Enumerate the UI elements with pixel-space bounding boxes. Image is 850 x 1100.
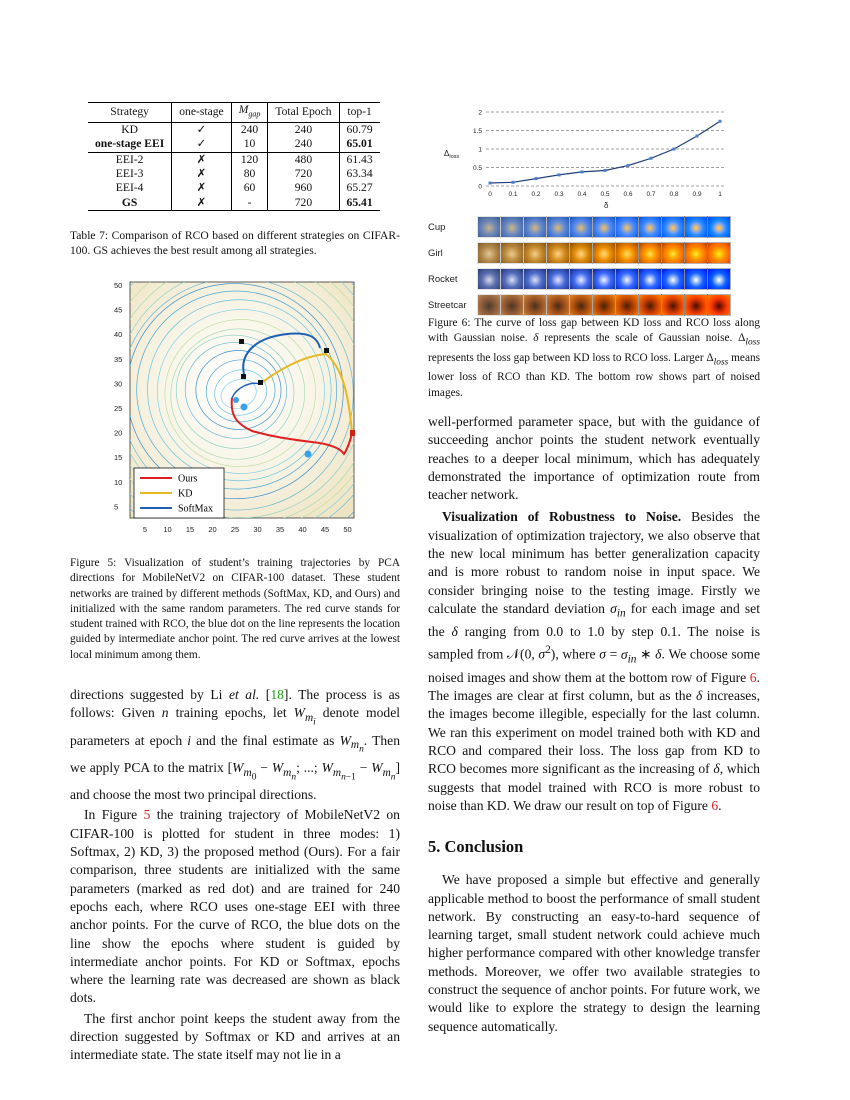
image-strip — [478, 217, 730, 237]
x-tick-label: 0.5 — [600, 191, 610, 198]
loss-gap-chart — [428, 104, 760, 212]
x-tick-label: 0.4 — [577, 191, 587, 198]
table-header: $M_{gap}$ — [231, 103, 268, 123]
x-tick-label: 5 — [142, 525, 148, 534]
data-point — [696, 135, 699, 138]
noised-image — [501, 243, 523, 263]
noised-image — [593, 295, 615, 315]
x-tick-label: 0.7 — [646, 191, 656, 198]
noised-image — [662, 217, 684, 237]
row-label: Streetcar — [428, 299, 467, 311]
image-strip — [478, 295, 730, 315]
y-tick-label: 1.5 — [472, 128, 482, 135]
image-strip — [478, 269, 730, 289]
noised-image — [570, 269, 592, 289]
noise-image-row — [428, 292, 760, 318]
paragraph-heading: Visualization of Robustness to Noise. — [442, 509, 682, 525]
x-tick-label: 0.9 — [692, 191, 702, 198]
noised-image — [478, 243, 500, 263]
table-cell: 65.27 — [346, 181, 373, 195]
noised-image — [570, 295, 592, 315]
row-label: Cup — [428, 221, 446, 233]
y-tick-label: 0.5 — [472, 165, 482, 172]
legend-label: KD — [178, 488, 193, 500]
trajectory-contour-plot — [112, 276, 360, 538]
paragraph: We have proposed a simple but effective and generally applicable method to boost the performance of small student network. By constructing an easy-to-hard sequence of learning target, small student network could achieve much higher performance compared with other knowledge transfer methods. Moreover, we offer two available strategies to construct the sequence of anchor points. For future work, we would like to explore the strategy to design the learning sequence automatically. — [428, 872, 760, 1034]
x-tick-label: 20 — [208, 525, 217, 534]
noised-image — [524, 269, 546, 289]
legend-label: Ours — [178, 473, 198, 485]
left-column — [70, 686, 400, 1065]
legend-label: SoftMax — [178, 503, 213, 515]
noised-image — [547, 295, 569, 315]
x-tick-label: 45 — [320, 525, 330, 534]
table-cell: 65.01 — [346, 137, 373, 151]
table-row — [88, 137, 380, 152]
y-tick-label: 25 — [114, 404, 123, 413]
noised-image — [570, 243, 592, 263]
table-header: one-stage — [172, 103, 231, 123]
lr-decay-dot — [258, 380, 263, 385]
table-cell: 720 — [268, 167, 339, 181]
table-cell: ✗ — [172, 167, 231, 181]
noised-image — [639, 295, 661, 315]
x-tick-label: 30 — [253, 525, 262, 534]
y-tick-label: 2 — [478, 109, 482, 117]
paragraph: well-performed parameter space, but with the guidance of succeeding anchor points the student network eventually reaches to a deeper local minimum, which has adequately demonstrated the importance of optimization route from teacher network. — [428, 414, 760, 503]
anchor-dot — [305, 451, 312, 458]
anchor-dot — [241, 404, 248, 411]
noised-image — [478, 269, 500, 289]
y-tick-label: 35 — [114, 354, 123, 364]
y-tick-label: 30 — [114, 379, 123, 389]
image-strip — [478, 243, 730, 263]
y-tick-label: 5 — [114, 502, 119, 512]
data-point — [558, 173, 561, 176]
table-cell: 80 — [231, 167, 268, 181]
row-label: Rocket — [428, 273, 458, 285]
noised-image — [547, 269, 569, 289]
noised-image — [616, 269, 638, 289]
table-row — [88, 167, 380, 181]
lr-decay-dot — [324, 348, 329, 353]
x-axis-label: δ — [604, 201, 609, 210]
x-tick-label: 0.8 — [669, 191, 679, 198]
paragraph: In Figure 5 the training trajectory of MobileNetV2 on CIFAR-100 is plotted for student in three modes: 1) Softmax, 2) KD, 3) the proposed method (Ours). For a fair comparison, three students are initialized with the same parameters (marked as red dot) and are trained for 240 epochs each, where RCO uses one-stage EEI with three anchor points. For the curve of RCO, the blue dots on the line show the epochs where student is guided by intermediate anchor points. For KD or Softmax, epochs where the learning rate was decreased are shown as black dots. — [70, 807, 400, 1006]
init-dot — [350, 430, 355, 436]
noised-image — [524, 243, 546, 263]
data-point — [719, 120, 722, 123]
y-tick-label: 1 — [478, 146, 482, 154]
y-tick-label: 0 — [478, 183, 482, 191]
noised-image — [685, 217, 707, 237]
noised-image — [685, 243, 707, 263]
noised-image — [501, 269, 523, 289]
table-cell: 240 — [268, 122, 339, 137]
noised-image — [639, 243, 661, 263]
table-cell: EEI-4 — [88, 181, 172, 195]
noised-image — [685, 269, 707, 289]
table-cell: 65.41 — [346, 195, 373, 209]
table-header: Strategy — [88, 103, 172, 123]
x-tick-label: 0.3 — [554, 191, 564, 198]
table-cell: 960 — [268, 181, 339, 195]
noised-image — [685, 295, 707, 315]
data-point — [650, 157, 653, 160]
table-cell: KD — [88, 122, 172, 137]
paragraph: directions suggested by Li et al. [18]. The process is as follows: Given n training epochs, let $W_{m_i}$ denote model parameters at epoch i and the final estimate as $W_{m_n}$. Then we apply PCA to the matrix [$W_{m_0} - W_{m_n}$; ...; $W_{m_{n-1}} - W_{m_n}$] and choose the most two principal directions. — [70, 687, 401, 803]
table-cell: ✗ — [172, 152, 231, 167]
noised-image — [616, 295, 638, 315]
table-header: Total Epoch — [268, 103, 339, 123]
table-cell: 720 — [268, 196, 339, 211]
table-cell: 10 — [231, 137, 268, 152]
data-point — [673, 148, 676, 151]
noised-image — [639, 269, 661, 289]
noised-image — [616, 243, 638, 263]
table-cell: 480 — [268, 152, 339, 167]
table-7 — [88, 102, 380, 211]
table-cell: one-stage EEI — [88, 137, 172, 152]
noise-image-row — [428, 214, 760, 240]
x-tick-label: 1 — [718, 191, 722, 198]
table-cell: 63.34 — [346, 166, 373, 180]
noised-image — [593, 217, 615, 237]
noised-image — [570, 217, 592, 237]
noised-image — [547, 243, 569, 263]
noised-image — [593, 269, 615, 289]
table-7-caption: Table 7: Comparison of RCO based on different strategies on CIFAR-100. GS achieves the best result among all strategies. — [70, 229, 400, 257]
figure-6 — [428, 104, 760, 316]
y-tick-label: 15 — [114, 453, 123, 463]
x-tick-label: 0 — [488, 191, 492, 198]
x-tick-label: 0.6 — [623, 191, 633, 198]
noised-image — [708, 295, 730, 315]
noised-image — [662, 269, 684, 289]
table-cell: 61.43 — [346, 152, 373, 166]
paragraph: Visualization of Robustness to Noise. Besides the visualization of optimization trajectory, we also observe that the new local minimum has better generalization capacity and is more robust to random noise in input space. We consider bringing noise to the testing image. Firstly we calculate the standard deviation $\sigma_{in}$ for each image and set the δ ranging from 0.0 to 1.0 by step 0.1. The noise is sampled from 𝒩(0, $\sigma^2$), where $\sigma = \sigma_{in}$ ∗ δ. We choose some noised images and show them at the bottom row of Figure 6. The images are clear at first column, but as the δ increases, the images become illegible, especially for the last column. We ran this experiment on model trained both with KD and RCO and compared their loss. The loss gap from KD to RCO becomes more significant as the increasing of δ, which suggests that model trained with RCO is more robust to noise than KD. We draw our result on top of Figure 6. — [428, 509, 761, 813]
x-tick-label: 35 — [275, 525, 285, 534]
figure-5-caption: Figure 5: Visualization of student’s training trajectories by PCA directions for MobileNetV2 on CIFAR-100 dataset. These student networks are trained by different methods (SoftMax, KD, and Ours) and initialized with the same random parameters. The red curve stands for student trained with RCO, the blue dot on the line represents the location guided by intermediate anchor point. The red curve arrives at the lowest local minimum among them. — [70, 557, 400, 661]
table-row — [88, 152, 380, 167]
table-cell: EEI-2 — [88, 152, 172, 167]
y-tick-label: 45 — [114, 305, 123, 315]
figure-5 — [112, 276, 360, 538]
noise-image-row — [428, 266, 760, 292]
table-row — [88, 196, 380, 211]
noised-image — [524, 217, 546, 237]
table-cell: 60.79 — [346, 122, 373, 136]
noised-image — [708, 243, 730, 263]
loss-gap-line — [490, 121, 720, 183]
noised-image — [478, 295, 500, 315]
table-cell: - — [231, 196, 268, 211]
y-tick-label: 20 — [114, 428, 123, 438]
x-tick-label: 25 — [230, 525, 240, 534]
table-row — [88, 181, 380, 195]
table-cell: 120 — [231, 152, 268, 167]
table-cell: EEI-3 — [88, 167, 172, 181]
noised-image — [478, 217, 500, 237]
table-row — [88, 122, 380, 137]
table-cell: GS — [88, 196, 172, 211]
data-point — [581, 170, 584, 173]
table-cell: ✓ — [172, 122, 231, 137]
x-tick-label: 0.2 — [531, 191, 541, 198]
section-title: 5. Conclusion — [428, 837, 524, 857]
table-cell: 240 — [268, 137, 339, 152]
noised-image — [639, 217, 661, 237]
y-tick-label: 40 — [114, 330, 123, 340]
table-cell: 240 — [231, 122, 268, 137]
x-tick-label: 40 — [298, 525, 307, 534]
noised-image — [662, 295, 684, 315]
x-tick-label: 50 — [343, 525, 352, 534]
table-cell: ✓ — [172, 137, 231, 152]
noised-image — [501, 217, 523, 237]
y-tick-label: 50 — [114, 281, 123, 290]
noise-image-row — [428, 240, 760, 266]
x-tick-label: 15 — [185, 525, 195, 534]
table-cell: ✗ — [172, 181, 231, 195]
fig5-legend — [134, 468, 224, 518]
data-point — [627, 164, 630, 167]
right-column — [428, 413, 760, 1036]
table-header: top-1 — [347, 105, 372, 119]
noised-image — [708, 269, 730, 289]
table-cell: ✗ — [172, 196, 231, 211]
noised-image — [662, 243, 684, 263]
noised-image — [501, 295, 523, 315]
noised-image — [547, 217, 569, 237]
data-point — [535, 177, 538, 180]
figure-6-caption: Figure 6: The curve of loss gap between KD loss and RCO loss along with Gaussian noise. δ represents the scale of Gaussian noise. $\Delta_{loss}$ represents the loss gap between KD loss to RCO loss. Larger $\Delta_{loss}$ means lower loss of RCO than KD. The bottom row shows part of noised images. — [428, 317, 760, 399]
noised-image — [708, 217, 730, 237]
data-point — [489, 182, 492, 185]
lr-decay-dot — [239, 339, 244, 344]
noised-image — [593, 243, 615, 263]
anchor-dot — [233, 397, 239, 403]
data-point — [512, 181, 515, 184]
noised-image — [616, 217, 638, 237]
row-label: Girl — [428, 247, 443, 259]
x-tick-label: 10 — [163, 525, 172, 534]
table-cell: 60 — [231, 181, 268, 195]
y-tick-label: 10 — [114, 477, 123, 487]
lr-decay-dot — [241, 374, 246, 379]
paragraph: The first anchor point keeps the student away from the direction suggested by Softmax or KD and arrives at an intermediate state. The state itself may not lie in a — [70, 1010, 400, 1063]
noised-image — [524, 295, 546, 315]
y-axis-label: $\Delta_{loss}$ — [444, 149, 460, 160]
data-point — [604, 169, 607, 172]
x-tick-label: 0.1 — [508, 191, 518, 198]
